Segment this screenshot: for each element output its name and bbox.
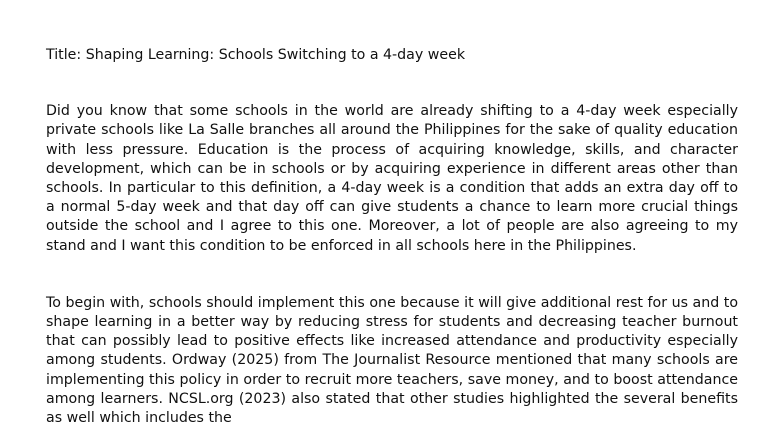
document-body	[46, 46, 738, 428]
paragraph-argument: To begin with, schools should implement this one because it will give additional rest for us and to shape learning in a better way by reducing stress for students and decreasing teacher burnout that can possibly lead to positive effects like increased attendance and productivity especially among students. Ordway (2025) from The Journalist Resource mentioned that many schools are implementing this policy in order to recruit more teachers, save money, and to boost attendance among learners. NCSL.org (2023) also stated that other studies highlighted the several benefits as well which includes the	[46, 294, 738, 427]
paragraph-introduction: Did you know that some schools in the world are already shifting to a 4-day week especially private schools like La Salle branches all around the Philippines for the sake of quality education with less pressure. Education is the process of acquiring knowledge, skills, and character development, which can be in schools or by acquiring experience in different areas other than schools. In particular to this definition, a 4-day week is a condition that adds an extra day off to a normal 5-day week and that day off can give students a chance to learn more crucial things outside the school and I agree to this one. Moreover, a lot of people are also agreeing to my stand and I want this condition to be enforced in all schools here in the Philippines.	[46, 103, 738, 254]
document-title: Title: Shaping Learning: Schools Switching to a 4-day week	[46, 47, 466, 63]
